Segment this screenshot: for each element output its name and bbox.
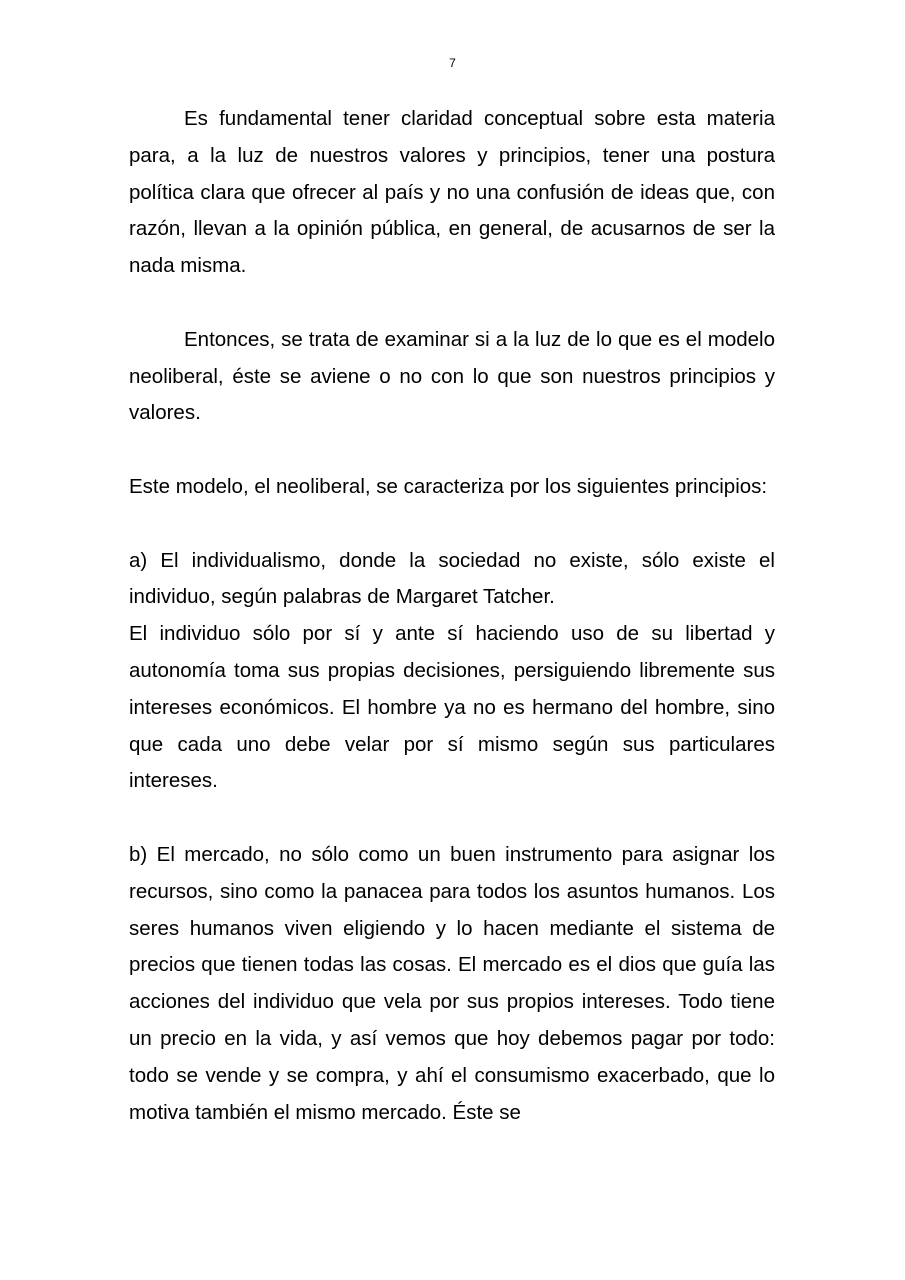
paragraph-individualismo: a) El individualismo, donde la sociedad no existe, sólo existe el individuo, según palabras de Margaret Tatcher. [129, 548, 775, 609]
page-number: 7 [449, 56, 456, 70]
body-text [129, 101, 775, 1131]
paragraph-mercado: b) El mercado, no sólo como un buen instrumento para asignar los recursos, sino como la panacea para todos los asuntos humanos. Los seres humanos viven eligiendo y lo hacen mediante el sistema de precios que tienen todas las cosas. El mercado es el dios que guía las acciones del individuo que vela por sus propios intereses. Todo tiene un precio en la vida, y así vemos que hoy debemos pagar por todo: todo se vende y se compra, y ahí el consumismo exacerbado, que lo motiva también el mismo mercado. Éste se [129, 842, 775, 1124]
paragraph-claridad-conceptual: Es fundamental tener claridad conceptual sobre esta materia para, a la luz de nuestros valores y principios, tener una postura política clara que ofrecer al país y no una confusión de ideas que, con razón, llevan a la opinión pública, en general, de acusarnos de ser la nada misma. [129, 107, 775, 278]
paragraph-individuo-libertad: El individuo sólo por sí y ante sí haciendo uso de su libertad y autonomía toma sus propias decisiones, persiguiendo libremente sus intereses económicos. El hombre ya no es hermano del hombre, sino que cada uno debe velar por sí mismo según sus particulares intereses. [129, 622, 775, 793]
paragraph-caracteriza-principios: Este modelo, el neoliberal, se caracteriza por los siguientes principios: [129, 474, 768, 498]
paragraph-examinar-modelo: Entonces, se trata de examinar si a la luz de lo que es el modelo neoliberal, éste se aviene o no con lo que son nuestros principios y valores. [129, 327, 775, 425]
